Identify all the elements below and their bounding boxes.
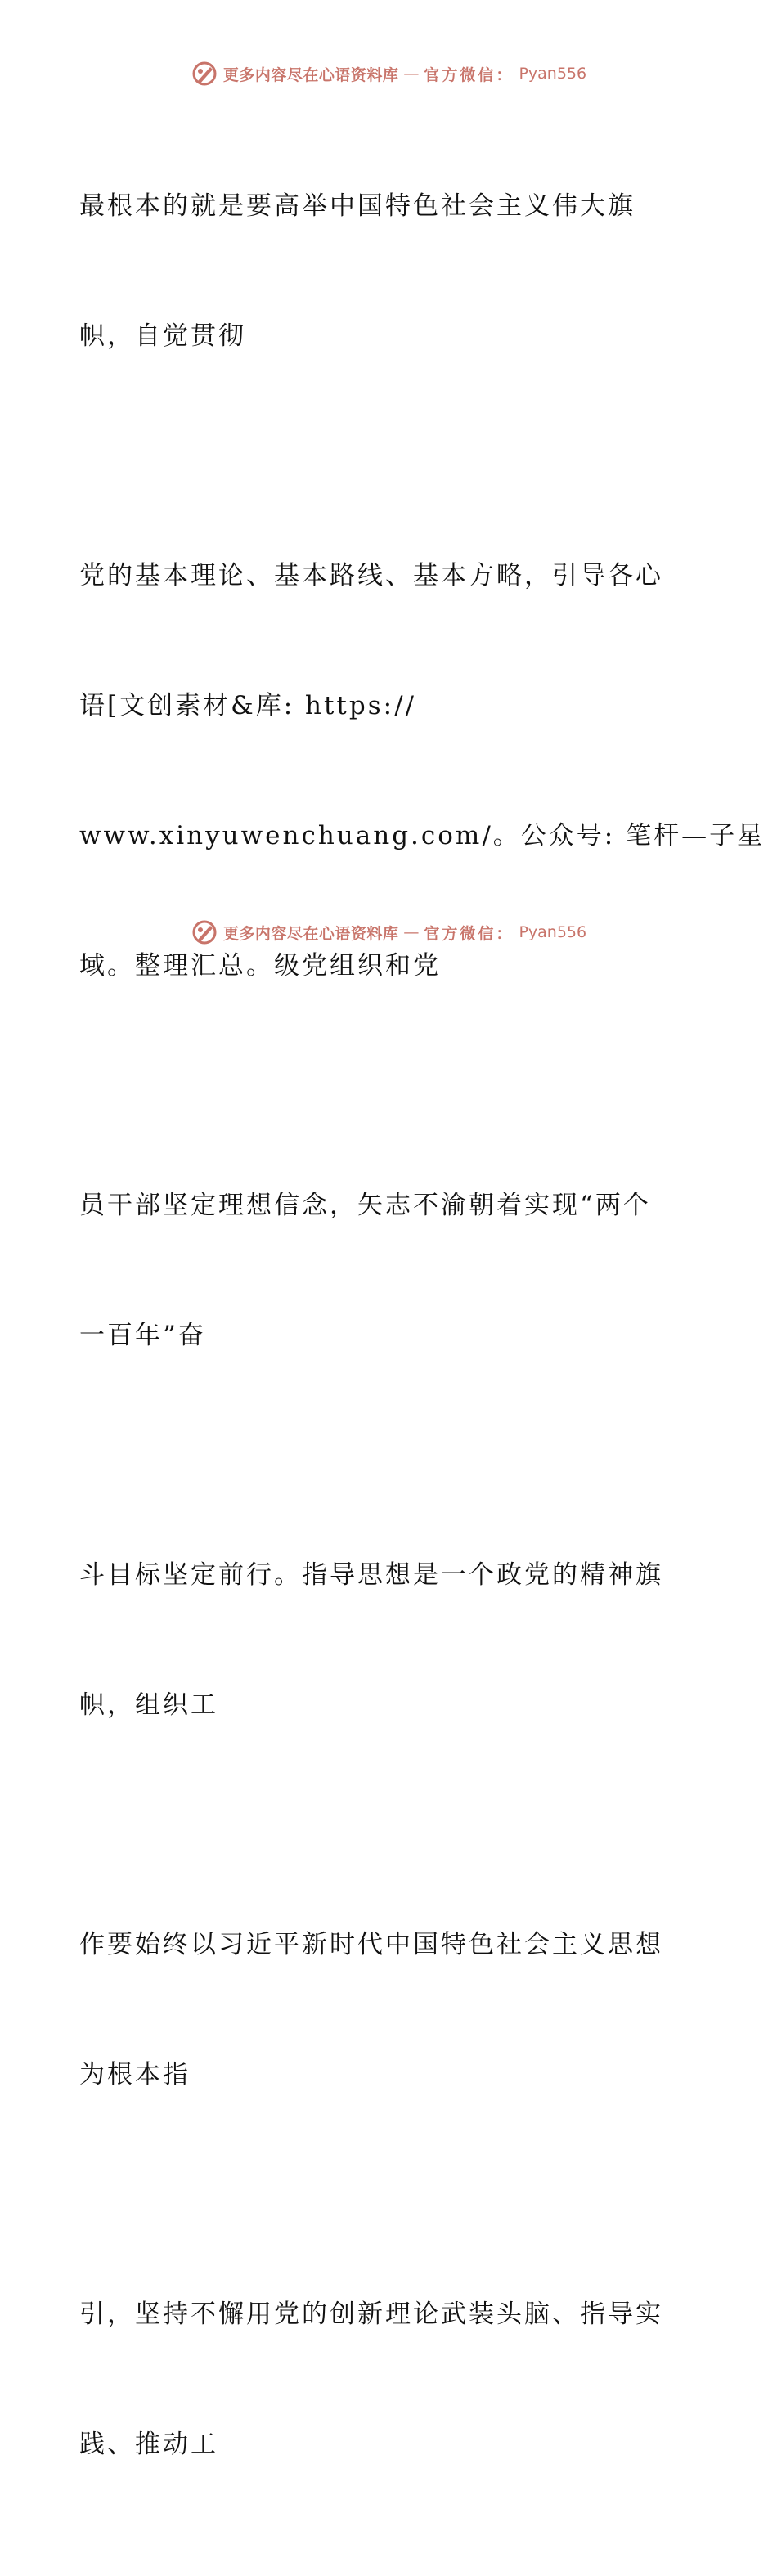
header-banner-id: Pyan556 — [519, 65, 587, 83]
paragraph-line: 语[文创素材&库: https:// — [79, 691, 416, 720]
paragraph-line: 最根本的就是要高举中国特色社会主义伟大旗 — [79, 191, 636, 221]
header-banner-dash: — — [403, 65, 420, 83]
pen-logo-icon — [191, 918, 218, 946]
paragraph — [79, 468, 766, 1075]
footer-banner-label: 官方微信： — [424, 924, 514, 943]
paragraph-line: 为根本指 — [79, 2060, 191, 2089]
paragraph-line: 帜，组织工 — [79, 1690, 218, 1720]
paragraph-line: 一百年”奋 — [79, 1321, 206, 1350]
paragraph-line: 域。整理汇总。级党组织和党 — [79, 951, 441, 981]
header-banner-text: 更多内容尽在心语资料库 — [222, 65, 399, 84]
paragraph-line: 践、推动工 — [79, 2430, 218, 2459]
paragraph-line: 引，坚持不懈用党的创新理论武装头脑、指导实 — [79, 2300, 663, 2329]
paragraph-line: 员干部坚定理想信念，矢志不渝朝着实现“两个 — [79, 1191, 651, 1220]
paragraph — [79, 2206, 685, 2553]
paragraph-line: www.xinyuwenchuang.com/。公众号: 笔杆—子星 — [79, 821, 766, 850]
paragraph — [79, 98, 685, 445]
header-banner — [0, 57, 777, 90]
document-body — [79, 98, 766, 2576]
paragraph-line: 党的基本理论、基本路线、基本方略，引导各心 — [79, 561, 663, 590]
paragraph-line: 作要始终以习近平新时代中国特色社会主义思想 — [79, 1930, 663, 1959]
paragraph-line: 帜，自觉贯彻 — [79, 321, 246, 351]
paragraph — [79, 1837, 685, 2183]
footer-banner-dash: — — [403, 923, 420, 941]
footer-banner-id: Pyan556 — [519, 923, 587, 941]
paragraph — [79, 1097, 685, 1444]
paragraph — [79, 1467, 685, 1814]
paragraph-line: 斗目标坚定前行。指导思想是一个政党的精神旗 — [79, 1560, 663, 1590]
footer-banner-text: 更多内容尽在心语资料库 — [222, 924, 399, 943]
footer-banner — [0, 916, 777, 949]
pen-logo-icon — [191, 60, 218, 88]
header-banner-label: 官方微信： — [424, 65, 514, 84]
